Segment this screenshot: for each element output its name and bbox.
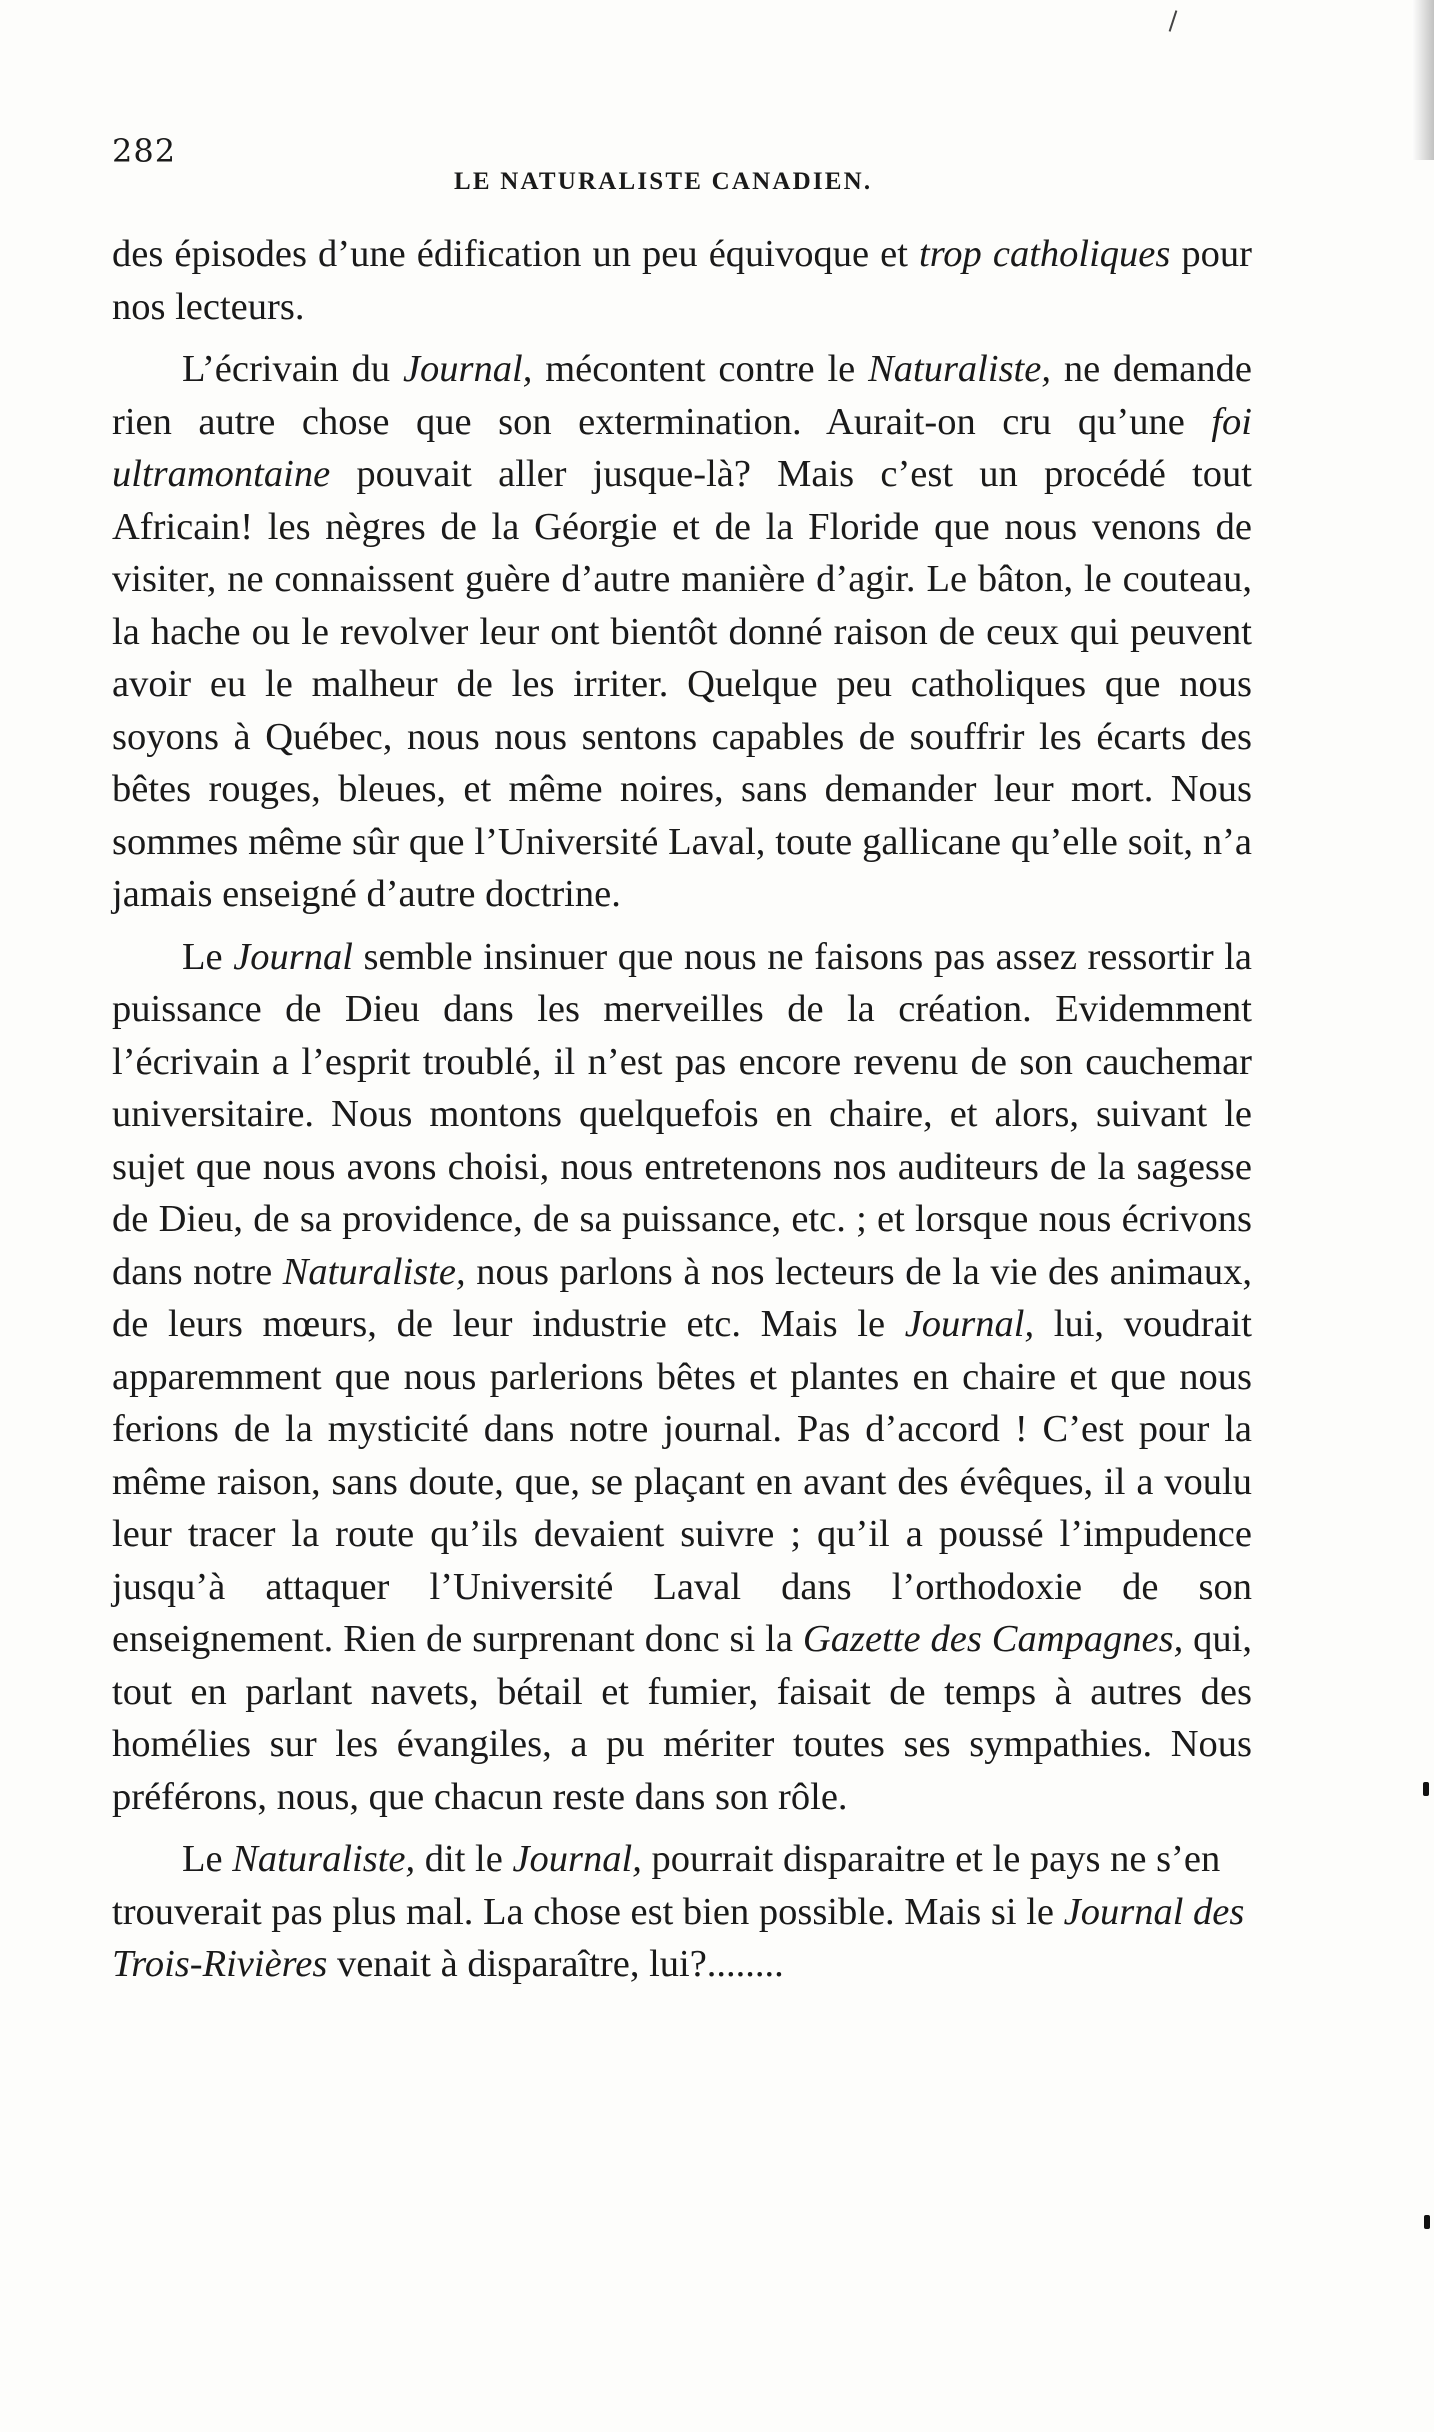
text-run: L’écrivain du <box>182 348 403 390</box>
text-run: qui, tout en parlant navets, bétail et fumier, faisait de temps à autres des homélies sur les évangiles, a pu mériter toutes ses sympathies. Nous préférons, nous, que chacun reste dans son rôle. <box>112 1618 1253 1818</box>
text-run: mécontent contre le <box>532 348 869 390</box>
paragraph <box>112 1833 1252 1991</box>
text-run: des épisodes d’une édification un peu équivoque et <box>112 233 920 275</box>
article-body <box>112 228 1252 1991</box>
text-run: Le <box>182 935 234 978</box>
text-run: venait à disparaître, lui?........ <box>327 1943 784 1985</box>
text-run: ne demande rien autre chose que son extermination. Aurait-on cru qu’une <box>112 348 1252 443</box>
italic-run: Journal, <box>904 1303 1035 1345</box>
page-header <box>112 132 1252 195</box>
text-run: nous parlons à nos lecteurs de la vie des animaux, de leurs mœurs, de leur industrie etc. Mais le <box>112 1250 1252 1345</box>
pencil-mark <box>1169 10 1178 32</box>
text-run: semble insinuer que nous ne faisons pas assez ressortir la puissance de Dieu dans les merveilles de la création. Evidemment l’écrivain a l’esprit troublé, il n’est pas encore revenu de son cauchemar universitaire. Nous montons quelquefois en chaire, et alors, suivant le sujet que nous avons choisi, nous entretenons nos auditeurs de la sagesse de Dieu, de sa providence, de sa puissance, etc. ; et lorsque nous écrivons dans notre <box>112 935 1253 1293</box>
page-number: 282 <box>112 132 177 170</box>
italic-run: Journal <box>233 935 353 978</box>
text-run: pour nos lecteurs. <box>112 233 1253 328</box>
italic-run: Journal des Trois-Rivières <box>112 1890 1245 1985</box>
italic-run: Journal, <box>402 348 533 390</box>
text-run: Le <box>182 1838 233 1880</box>
italic-run: foi ultramontaine <box>112 400 1252 495</box>
page-edge-shadow <box>1412 0 1434 160</box>
text-run: lui, voudrait apparemment que nous parlerions bêtes et plantes en chaire et que nous ferions de la mysticité dans notre journal. Pas d’accord ! C’est pour la même raison, sans doute, que, se plaçant en avant des évêques, il a voulu leur tracer la route qu’ils devaient suivre ; qu’il a poussé l’impudence jusqu’à attaquer l’Université Laval dans l’orthodoxie de son enseignement. Rien de surprenant donc si la <box>112 1303 1253 1660</box>
paragraph <box>112 931 1252 1824</box>
italic-run: Naturaliste, <box>868 348 1051 390</box>
text-run: pourrait disparaitre et le pays ne s’en trouverait pas plus mal. La chose est bien possible. Mais si le <box>112 1838 1221 1933</box>
running-head: LE NATURALISTE CANADIEN. <box>454 168 873 195</box>
text-run: dit le <box>415 1838 513 1880</box>
paragraph-continuation <box>112 228 1252 333</box>
italic-run: Gazette des Campagnes, <box>802 1618 1184 1660</box>
text-run: pouvait aller jusque-là? Mais c’est un procédé tout Africain! les nègres de la Géorgie et de la Floride que nous venons de visiter, ne connaissent guère d’autre manière d’agir. Le bâton, le couteau, la hache ou le revolver leur ont bientôt donné raison de ceux qui peuvent avoir eu le malheur de les irriter. Quelque peu catholiques que nous soyons à Québec, nous nous sentons capables de souffrir les écarts des bêtes rouges, bleues, et même noires, sans demander leur mort. Nous sommes même sûr que l’Université Laval, toute gallicane qu’elle soit, n’a jamais enseigné d’autre doctrine. <box>112 453 1252 915</box>
paragraph <box>112 343 1252 921</box>
italic-run: trop catholiques <box>919 233 1171 275</box>
italic-run: Naturaliste, <box>232 1838 416 1880</box>
margin-speck <box>1424 2215 1430 2229</box>
italic-run: Naturaliste, <box>282 1250 466 1293</box>
margin-speck <box>1423 1782 1429 1796</box>
italic-run: Journal, <box>512 1838 642 1880</box>
